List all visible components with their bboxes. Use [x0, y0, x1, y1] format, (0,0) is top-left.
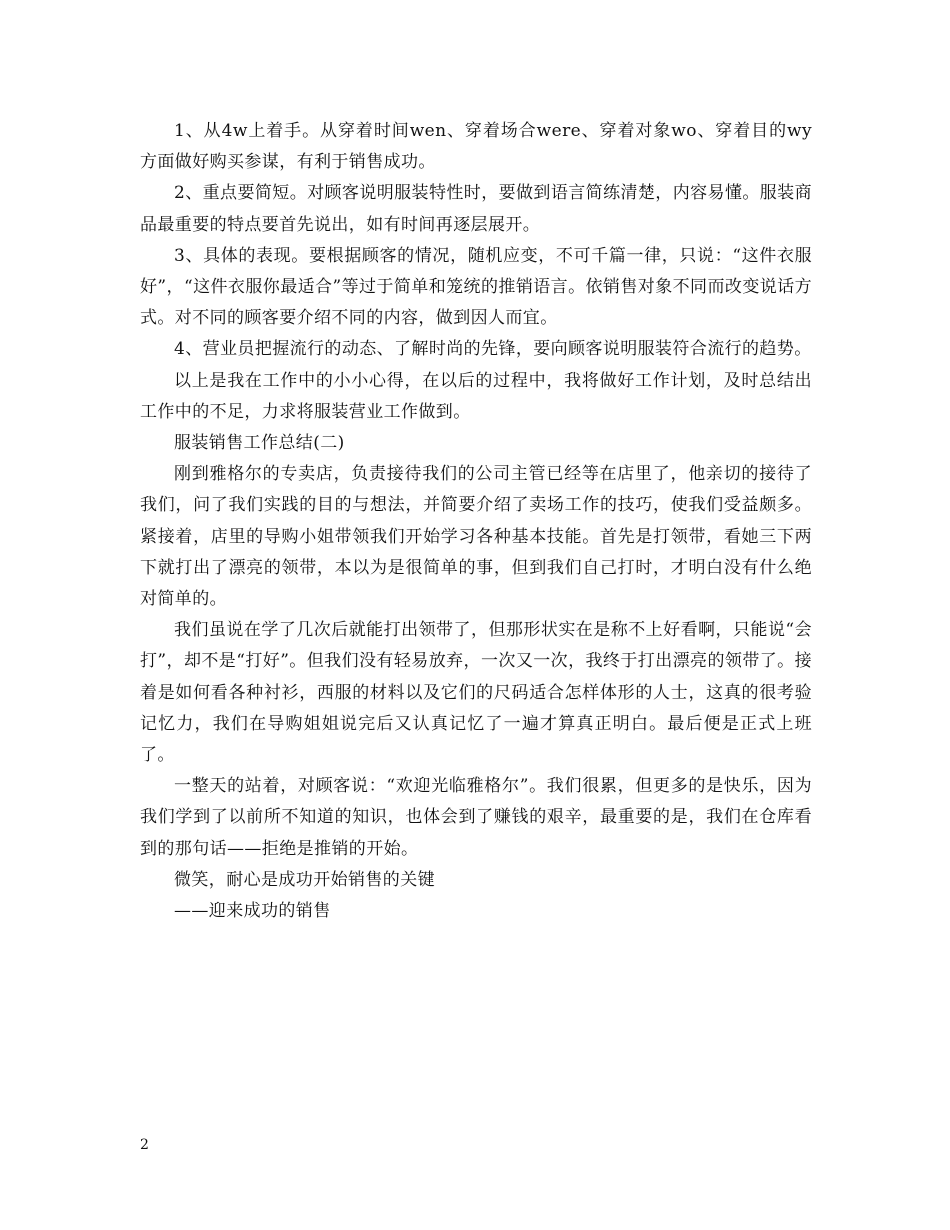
paragraph-smile-key: 微笑，耐心是成功开始销售的关键 — [174, 869, 435, 890]
paragraph-tip-1: 1、从4w上着手。从穿着时间wen、穿着场合were、穿着对象wo、穿着目的wy方面做好购买参谋，有利于销售成功。 — [140, 121, 812, 173]
paragraph-summary: 以上是我在工作中的小小心得，在以后的过程中，我将做好工作计划，及时总结出工作中的不足，力求将服装营业工作做到。 — [140, 370, 812, 422]
paragraph-tip-3: 3、具体的表现。要根据顾客的情况，随机应变，不可千篇一律，只说：“这件衣服好”，“这件衣服你最适合”等过于简单和笼统的推销语言。依销售对象不同而改变说话方式。对不同的顾客要介绍不同的内容，做到因人而宜。 — [140, 245, 812, 329]
paragraph-arrival: 刚到雅格尔的专卖店，负责接待我们的公司主管已经等在店里了，他亲切的接待了我们，问了我们实践的目的与想法，并简要介绍了卖场工作的技巧，使我们受益颇多。紧接着，店里的导购小姐带领我们开始学习各种基本技能。首先是打领带，看她三下两下就打出了漂亮的领带，本以为是很简单的事，但到我们自己打时，才明白没有什么绝对简单的。 — [140, 464, 812, 610]
page-number: 2 — [140, 1137, 149, 1153]
paragraph-successful-sale: ——迎来成功的销售 — [174, 901, 331, 922]
paragraph-tip-4: 4、营业员把握流行的动态、了解时尚的先锋，要向顾客说明服装符合流行的趋势。 — [174, 339, 812, 360]
section-heading: 服装销售工作总结(二) — [174, 433, 345, 454]
document-body — [140, 116, 812, 927]
paragraph-tie-practice: 我们虽说在学了几次后就能打出领带了，但那形状实在是称不上好看啊，只能说“会打”，却不是“打好”。但我们没有轻易放弃，一次又一次，我终于打出漂亮的领带了。接着是如何看各种衬衫，西服的材料以及它们的尺码适合怎样体形的人士，这真的很考验记忆力，我们在导购姐姐说完后又认真记忆了一遍才算真正明白。最后便是正式上班了。 — [140, 620, 812, 766]
paragraph-full-day: 一整天的站着，对顾客说：“欢迎光临雅格尔”。我们很累，但更多的是快乐，因为我们学到了以前所不知道的知识，也体会到了赚钱的艰辛，最重要的是，我们在仓库看到的那句话——拒绝是推销的开始。 — [140, 776, 812, 859]
paragraph-tip-2: 2、重点要简短。对顾客说明服装特性时，要做到语言简练清楚，内容易懂。服装商品最重要的特点要首先说出，如有时间再逐层展开。 — [140, 183, 812, 235]
